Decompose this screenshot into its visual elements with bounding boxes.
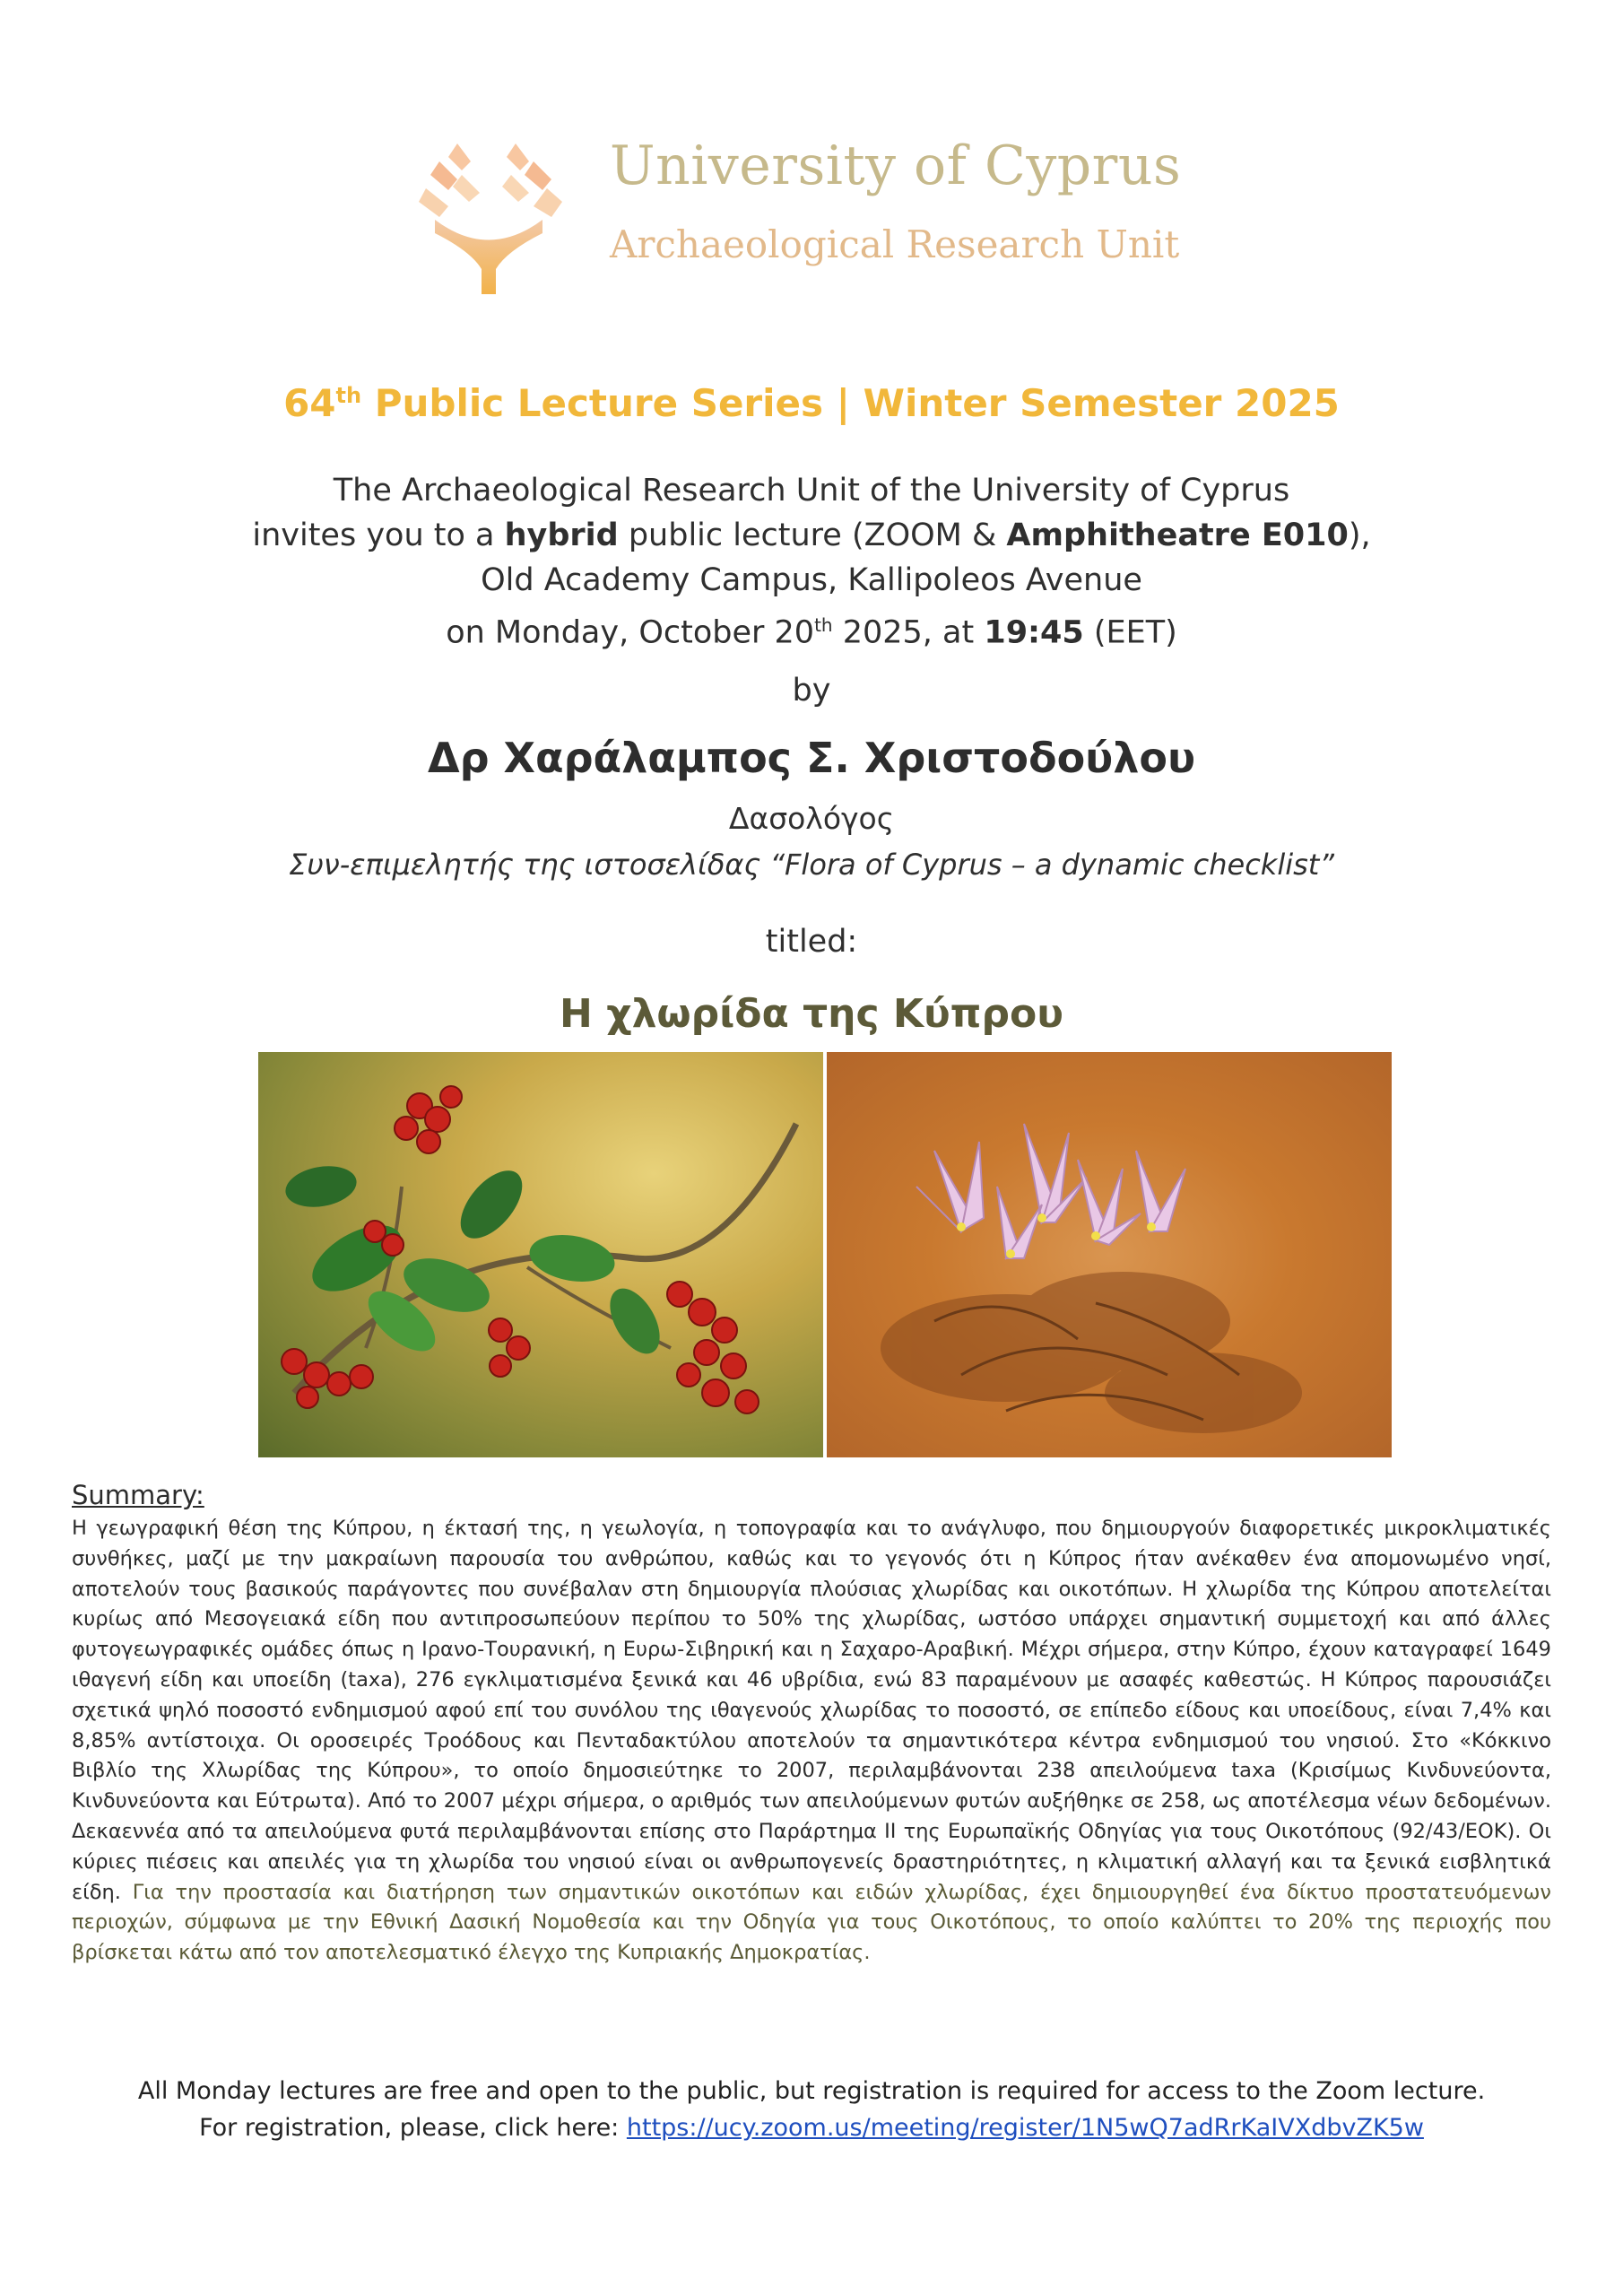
summary-protection: Για την προστασία και διατήρηση των σημαντικών οικοτόπων και ειδών χλωρίδας, έχει δημιουργηθεί ένα δίκτυο προστατευόμενων περιοχών, σύμφωνα με την Εθνική Δασική Νομοθεσία και την Οδηγία για τους Οικοτόπους, το οποίο καλύπτει το 20% της περιοχής που βρίσκεται κάτω από τον αποτελεσματικό έλεγχο της Κυπριακής Δημοκρατίας. <box>72 1880 1551 1965</box>
series-number: 64 <box>283 381 336 425</box>
registration-note: All Monday lectures are free and open to the public, but registration is required for access to the Zoom lecture. <box>137 2077 1486 2105</box>
invite-line-3: Old Academy Campus, Kallipoleos Avenue <box>481 562 1142 598</box>
crocus-photo <box>827 1052 1392 1457</box>
series-ordinal-suffix: th <box>335 383 362 408</box>
invite-line-2 <box>0 513 1623 558</box>
date-ordinal-suffix: th <box>814 614 833 636</box>
invite-line-2-a: invites you to a <box>252 517 505 553</box>
lecture-title: Η χλωρίδα της Κύπρου <box>560 991 1063 1037</box>
timezone-text: (EET) <box>1083 614 1177 651</box>
summary-heading-colon: : <box>195 1480 204 1510</box>
speaker-role: Δασολόγος <box>728 801 895 836</box>
speaker-name: Δρ Χαράλαμπος Σ. Χριστοδούλου <box>427 734 1196 782</box>
summary-main: Η γεωγραφική θέση της Κύπρου, η έκτασή της, η γεωλογία, η τοπογραφία και το ανάγλυφο, που δημιουργούν διαφορετικές μικροκλιματικές συνθήκες, μαζί με την μακραίωνη παρουσία του ανθρώπου, καθώς και το γεγονός ότι η Κύπρος ήταν ανέκαθεν ένα απομονωμένο νησί, αποτελούν τους βασικούς παράγοντες που συνέβαλαν στη δημιουργία πλούσιας χλωρίδας και οικοτόπων. Η χλωρίδα της Κύπρου αποτελείται κυρίως από Μεσογειακά είδη που αντιπροσωπεύουν περίπου το 50% της χλωρίδας, ωστόσο υπάρχει σημαντική συμμετοχή και από άλλες φυτογεωγραφικές ομάδες όπως η Ιρανο-Τουρανική, η Ευρω-Σιβηρική και η Σαχαρο-Αραβική. Μέχρι σήμερα, στην Κύπρο, έχουν καταγραφεί 1649 ιθαγενή είδη και υποείδη (taxa), 276 εγκλιματισμένα ξενικά και 46 υβρίδια, ενώ 83 παραμένουν με ασαφές καθεστώς. Η Κύπρος παρουσιάζει σχετικά ψηλό ποσοστό ενδημισμού αφού επί του συνόλου της ιθαγενούς χλωρίδας το ποσοστό, σε επίπεδο είδους και υποείδους, είναι 7,4% και 8,85% αντίστοιχα. Οι οροσειρές Τροόδους και Πενταδακτύλου αποτελούν τα σημαντικότερα κέντρα ενδημισμού του νησιού. Στο «Κόκκινο Βιβλίο της Χλωρίδας της Κύπρου», το οποίο δημοσιεύτηκε το 2007, περιλαμβάνονται 238 απειλούμενα taxa (Κρισίμως Κινδυνεύοντα, Κινδυνεύοντα και Εύτρωτα). Από το 2007 μέχρι σήμερα, ο αριθμός των απειλούμενων φυτών αυξήθηκε σε 258, ως αποτέλεσμα νέων δεδομένων. Δεκαεννέα από τα απειλούμενα φυτά περιλαμβάνονται επίσης στο Παράρτημα II της Ευρωπαϊκής Οδηγίας για τους Οικοτόπους (92/43/ΕΟΚ). Οι κύριες πιέσεις και απειλές για τη χλωρίδα του νησιού είναι οι ανθρωπογενείς δραστηριότητες, η κλιματική αλλαγή και τα ξενικά εισβλητικά είδη. <box>72 1517 1551 1904</box>
berries-photo <box>258 1052 823 1457</box>
registration-prefix: For registration, please, click here: <box>199 2114 627 2142</box>
summary-text <box>72 1514 1551 1969</box>
lecture-series-heading <box>0 381 1623 425</box>
invite-line-1: The Archaeological Research Unit of the University of Cyprus <box>333 473 1290 509</box>
invite-line-2-b: public lecture (ZOOM & <box>618 517 1007 553</box>
summary-heading-text: Summary <box>72 1480 196 1510</box>
invite-line-4 <box>0 603 1623 656</box>
university-logo-icon <box>408 135 569 296</box>
university-name: University of Cyprus <box>610 135 1182 197</box>
invitation-text <box>0 468 1623 656</box>
date-text: on Monday, October 20 <box>446 614 815 651</box>
titled-label: titled: <box>765 924 858 960</box>
time-label: 19:45 <box>984 614 1084 651</box>
unit-name: Archaeological Research Unit <box>610 222 1180 266</box>
series-heading-rest: Public Lecture Series | Winter Semester 2025 <box>361 381 1340 425</box>
invite-line-2-c: ), <box>1348 517 1371 553</box>
registration-line <box>0 2114 1623 2142</box>
venue-label: Amphitheatre E010 <box>1006 517 1349 553</box>
date-text-rest: 2025, at <box>832 614 985 651</box>
speaker-affiliation: Συν-επιμελητής της ιστοσελίδας “Flora of Cyprus – a dynamic checklist” <box>289 848 1334 882</box>
hybrid-label: hybrid <box>504 517 619 553</box>
registration-link[interactable]: https://ucy.zoom.us/meeting/register/1N5wQ7adRrKaIVXdbvZK5w <box>626 2114 1424 2142</box>
by-label: by <box>792 673 831 709</box>
summary-heading <box>72 1480 204 1510</box>
